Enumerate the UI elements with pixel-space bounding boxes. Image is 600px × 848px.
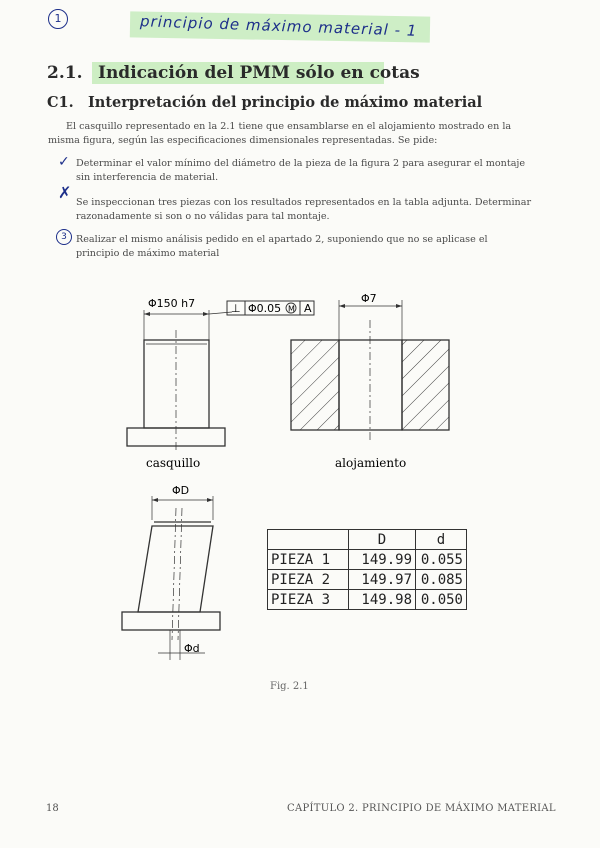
perpendicularity-symbol: ⊥ — [231, 302, 241, 315]
table-row — [268, 570, 467, 590]
piece-name: PIEZA 2 — [268, 570, 349, 590]
casquillo-drawing — [127, 310, 232, 452]
check-mark-icon: ✗ — [58, 183, 72, 202]
casquillo-dimension: Φ150 h7 — [148, 297, 196, 310]
item-number-circle: 3 — [56, 229, 72, 245]
piece-D: 149.99 — [349, 550, 416, 570]
pieza-drawing — [122, 496, 220, 660]
piece-name: PIEZA 1 — [268, 550, 349, 570]
handwritten-circle-number: 1 — [48, 9, 68, 29]
table-header-row — [268, 530, 467, 550]
piece-d: 0.050 — [416, 590, 467, 610]
handwritten-title: principio de máximo material - 1 — [139, 12, 418, 40]
piece-d: 0.055 — [416, 550, 467, 570]
table-header-cell: D — [349, 530, 416, 550]
datum-reference: A — [304, 302, 312, 315]
list-item: Determinar el valor mínimo del diámetro de la pieza de la figura 2 para asegurar el montaje sin interferencia de material. — [76, 158, 526, 183]
list-item: Realizar el mismo análisis pedido en el apartado 2, suponiendo que no se aplicase el principio de máximo material — [76, 234, 488, 259]
section-title: Indicación del PMM sólo en cotas — [98, 63, 420, 83]
table-header-cell — [268, 530, 349, 550]
label-casquillo: casquillo — [146, 456, 201, 470]
running-footer: CAPÍTULO 2. PRINCIPIO DE MÁXIMO MATERIAL — [287, 803, 556, 814]
subsection-number: C1. — [47, 94, 74, 111]
piece-D: 149.97 — [349, 570, 416, 590]
page-number: 18 — [46, 803, 59, 814]
dimension-D: ΦD — [172, 484, 190, 497]
list-item: Se inspeccionan tres piezas con los resultados representados en la tabla adjunta. Determinar razonadamente si son o no válidas para tal montaje. — [76, 197, 532, 222]
alojamiento-drawing — [291, 300, 449, 440]
mmc-modifier: M — [288, 304, 295, 314]
piece-name: PIEZA 3 — [268, 590, 349, 610]
piece-D: 149.98 — [349, 590, 416, 610]
table-row — [268, 590, 467, 610]
alojamiento-dimension: Φ7 — [361, 292, 377, 305]
subsection-title: Interpretación del principio de máximo material — [88, 94, 483, 111]
tolerance-value: Φ0.05 — [248, 302, 282, 315]
table-row — [268, 550, 467, 570]
section-number: 2.1. — [47, 63, 83, 83]
inspection-table — [267, 529, 467, 610]
intro-paragraph: El casquillo representado en la 2.1 tiene que ensamblarse en el alojamiento mostrado en la misma figura, según las especificaciones dimensionales representadas. Se pide: — [48, 121, 512, 146]
figure-caption: Fig. 2.1 — [270, 681, 309, 692]
table-header-cell: d — [416, 530, 467, 550]
dimension-d: Φd — [184, 642, 200, 655]
piece-d: 0.085 — [416, 570, 467, 590]
label-alojamiento: alojamiento — [335, 456, 407, 470]
check-mark-icon: ✓ — [58, 154, 70, 170]
